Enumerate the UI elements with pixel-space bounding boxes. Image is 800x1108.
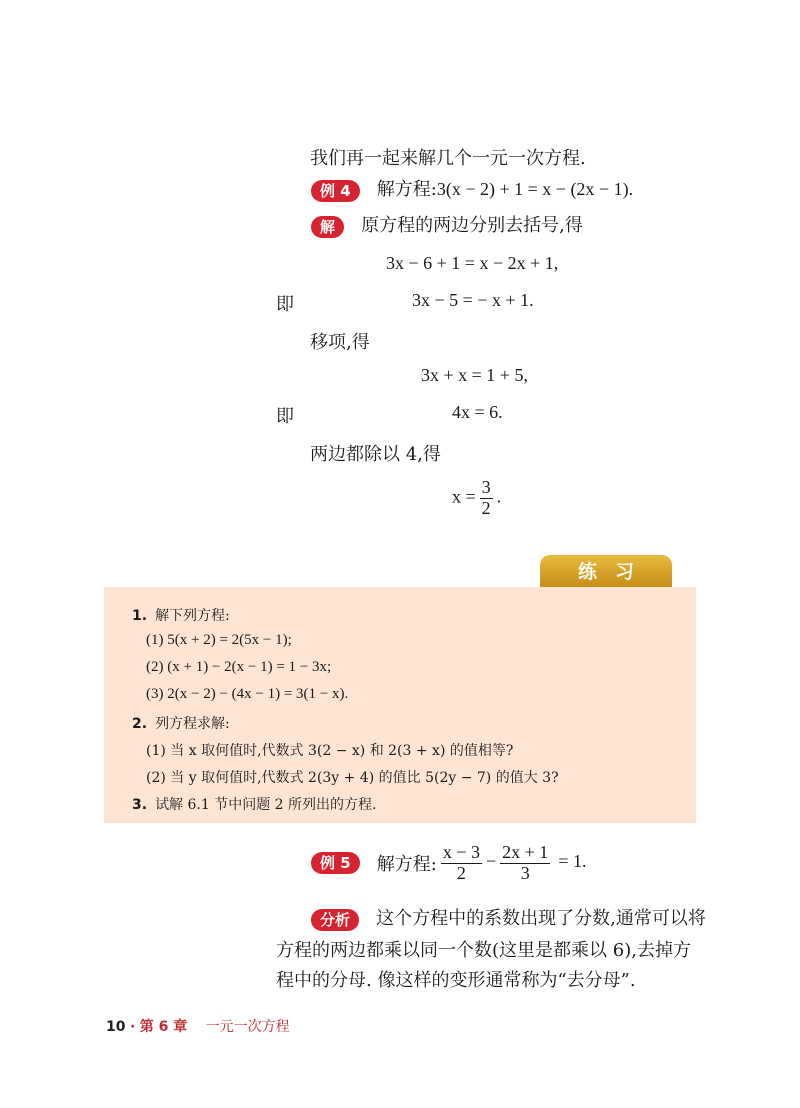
practice-tab: 练习 xyxy=(540,555,672,589)
exercise-1 xyxy=(132,605,230,625)
example-5-equation xyxy=(437,842,587,883)
solution-step-1: 原方程的两边分别去括号,得 xyxy=(361,215,583,236)
example-4-badge: 例 4 xyxy=(311,180,360,202)
analysis-text-2: 方程的两边都乘以同一个数(这里是都乘以 6),去掉方 xyxy=(276,940,691,961)
example-5-minus: − xyxy=(486,851,497,872)
example-5-badge: 例 5 xyxy=(311,852,360,874)
exercise-1-number: 1. xyxy=(132,608,148,624)
final-period: . xyxy=(496,486,502,507)
analysis-text-1: 这个方程中的系数出现了分数,通常可以将 xyxy=(376,908,706,929)
chapter-label: 第 6 章 xyxy=(139,1019,188,1035)
exercise-2-2: (2) 当 y 取何值时,代数式 2(3y + 4) 的值比 5(2y − 7) 的值大 3? xyxy=(146,770,559,786)
ji-label-1: 即 xyxy=(276,294,294,315)
fraction-2-denominator: 3 xyxy=(520,862,530,883)
example-5-line xyxy=(311,843,586,884)
exercise-3-text: 试解 6.1 节中问题 2 所列出的方程. xyxy=(155,797,377,813)
exercise-2-text: 列方程求解: xyxy=(155,716,230,732)
exercise-2-1: (1) 当 x 取何值时,代数式 3(2 − x) 和 2(3 + x) 的值相等? xyxy=(146,743,514,759)
equation-4: 4x = 6. xyxy=(452,402,503,422)
final-numerator: 3 xyxy=(481,477,491,497)
final-lhs: x = xyxy=(452,486,476,507)
example-4-label: 解方程: xyxy=(376,179,437,200)
exercise-3-number: 3. xyxy=(132,797,148,813)
example-5-fraction-2 xyxy=(500,843,550,884)
exercise-1-1: (1) 5(x + 2) = 2(5x − 1); xyxy=(146,632,292,648)
page-number: 10 xyxy=(106,1019,126,1035)
example-4-line xyxy=(311,175,633,202)
equation-3: 3x + x = 1 + 5, xyxy=(421,365,528,385)
analysis-badge: 分析 xyxy=(311,909,359,931)
solution-line xyxy=(311,211,583,238)
analysis-text-3: 程中的分母. 像这样的变形通常称为“去分母”. xyxy=(276,970,636,991)
footer-dot: · xyxy=(129,1019,136,1035)
example-5-label: 解方程: xyxy=(376,854,437,876)
analysis-line-1 xyxy=(311,904,706,931)
fraction-1-numerator: x − 3 xyxy=(442,842,480,862)
exercise-1-2: (2) (x + 1) − 2(x − 1) = 1 − 3x; xyxy=(146,659,332,675)
ji-label-2: 即 xyxy=(276,406,294,427)
final-answer xyxy=(452,478,501,519)
chapter-title: 一元一次方程 xyxy=(205,1019,290,1035)
page-footer xyxy=(106,1016,290,1036)
equation-2: 3x − 5 = − x + 1. xyxy=(412,290,534,310)
example-5-fraction-1 xyxy=(441,843,482,884)
exercise-2-number: 2. xyxy=(132,716,148,732)
exercise-2 xyxy=(132,713,230,733)
example-5-rhs: = 1. xyxy=(558,851,587,872)
solution-step-2: 移项,得 xyxy=(310,332,370,353)
solution-step-3: 两边都除以 4,得 xyxy=(310,444,441,465)
practice-box xyxy=(104,587,696,823)
solution-badge: 解 xyxy=(311,216,344,238)
final-denominator: 2 xyxy=(481,497,491,518)
intro-text: 我们再一起来解几个一元一次方程. xyxy=(310,148,586,169)
fraction-2-numerator: 2x + 1 xyxy=(502,842,549,862)
fraction-1-denominator: 2 xyxy=(456,862,466,883)
exercise-3 xyxy=(132,794,377,814)
final-fraction xyxy=(480,478,493,519)
exercise-1-text: 解下列方程: xyxy=(155,608,230,624)
exercise-1-3: (3) 2(x − 2) − (4x − 1) = 3(1 − x). xyxy=(146,686,349,702)
equation-1: 3x − 6 + 1 = x − 2x + 1, xyxy=(386,253,559,273)
example-4-equation: 3(x − 2) + 1 = x − (2x − 1). xyxy=(436,179,634,199)
